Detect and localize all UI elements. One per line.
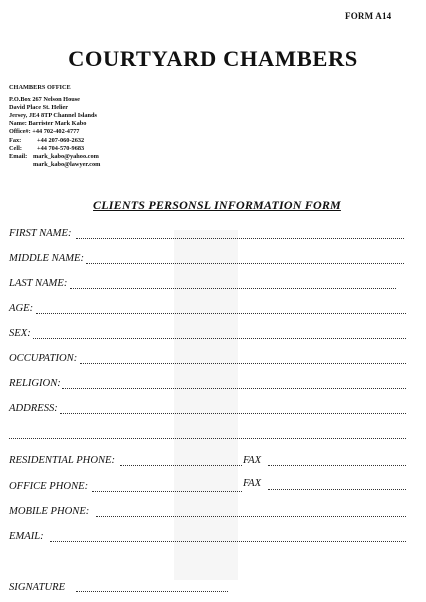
form-number: FORM A14 xyxy=(345,11,392,21)
last-name-input-line[interactable] xyxy=(70,288,396,289)
email-row xyxy=(9,153,100,161)
cell-label: Cell: xyxy=(9,144,22,152)
occupation-input-line[interactable] xyxy=(80,363,406,364)
letterhead-title: COURTYARD CHAMBERS xyxy=(68,46,358,71)
religion-input-line[interactable] xyxy=(62,388,406,389)
address-line-3: Jersey, JE4 8TP Channel Islands xyxy=(9,112,97,120)
residential-phone-label: RESIDENTIAL PHONE: xyxy=(9,455,116,466)
watermark xyxy=(174,230,238,580)
signature-label: SIGNATURE xyxy=(9,582,66,593)
office-label: Office#: xyxy=(9,128,31,136)
office-phone-input-line[interactable] xyxy=(92,491,242,492)
address-label: ADDRESS: xyxy=(9,403,58,414)
office-contact-block xyxy=(9,84,100,169)
office-phone-label: OFFICE PHONE: xyxy=(9,481,89,492)
last-name-label: LAST NAME: xyxy=(9,278,68,289)
fax-label: Fax: xyxy=(9,136,22,144)
office-fax-label: FAX xyxy=(243,478,262,489)
middle-name-label: MIDDLE NAME: xyxy=(9,253,85,264)
address-input-line-2[interactable] xyxy=(9,438,406,439)
residential-fax-label: FAX xyxy=(243,455,262,466)
office-fax-input-line[interactable] xyxy=(268,489,406,490)
sex-input-line[interactable] xyxy=(33,338,406,339)
middle-name-input-line[interactable] xyxy=(86,263,404,264)
cell-value: +44 704-570-9683 xyxy=(37,144,85,152)
fax-value: +44 207-060-2632 xyxy=(37,136,85,144)
office-heading: CHAMBERS OFFICE xyxy=(9,84,71,91)
address-input-line-1[interactable] xyxy=(60,413,406,414)
office-phone-row xyxy=(9,128,100,136)
email-value-1: mark_kabo@yahoo.com xyxy=(33,152,99,160)
age-input-line[interactable] xyxy=(36,313,406,314)
age-label: AGE: xyxy=(9,303,34,314)
address-line-2: David Place St. Helier xyxy=(9,104,69,112)
fax-row xyxy=(9,137,100,145)
address-line-1: P.O.Box 267 Nelson House xyxy=(9,96,80,104)
residential-fax-input-line[interactable] xyxy=(268,465,406,466)
mobile-phone-label: MOBILE PHONE: xyxy=(9,506,90,517)
mobile-phone-input-line[interactable] xyxy=(96,516,406,517)
email-label: Email: xyxy=(9,152,28,160)
name-label: Name: xyxy=(9,120,27,128)
first-name-label: FIRST NAME: xyxy=(9,228,72,239)
name-value: Barrister Mark Kabo xyxy=(28,120,87,128)
email-label: EMAIL: xyxy=(9,531,44,542)
first-name-input-line[interactable] xyxy=(76,238,404,239)
signature-input-line[interactable] xyxy=(76,591,228,592)
email-input-line[interactable] xyxy=(50,541,406,542)
sex-label: SEX: xyxy=(9,328,31,339)
occupation-label: OCCUPATION: xyxy=(9,353,78,364)
religion-label: RELIGION: xyxy=(9,378,61,389)
cell-row xyxy=(9,145,100,153)
form-title: CLIENTS PERSONSL INFORMATION FORM xyxy=(93,198,341,212)
residential-phone-input-line[interactable] xyxy=(120,465,242,466)
office-value: +44 702-402-4777 xyxy=(32,128,80,136)
email-value-2: mark_kabo@lawyer.com xyxy=(33,160,101,168)
contact-name-row xyxy=(9,120,100,128)
